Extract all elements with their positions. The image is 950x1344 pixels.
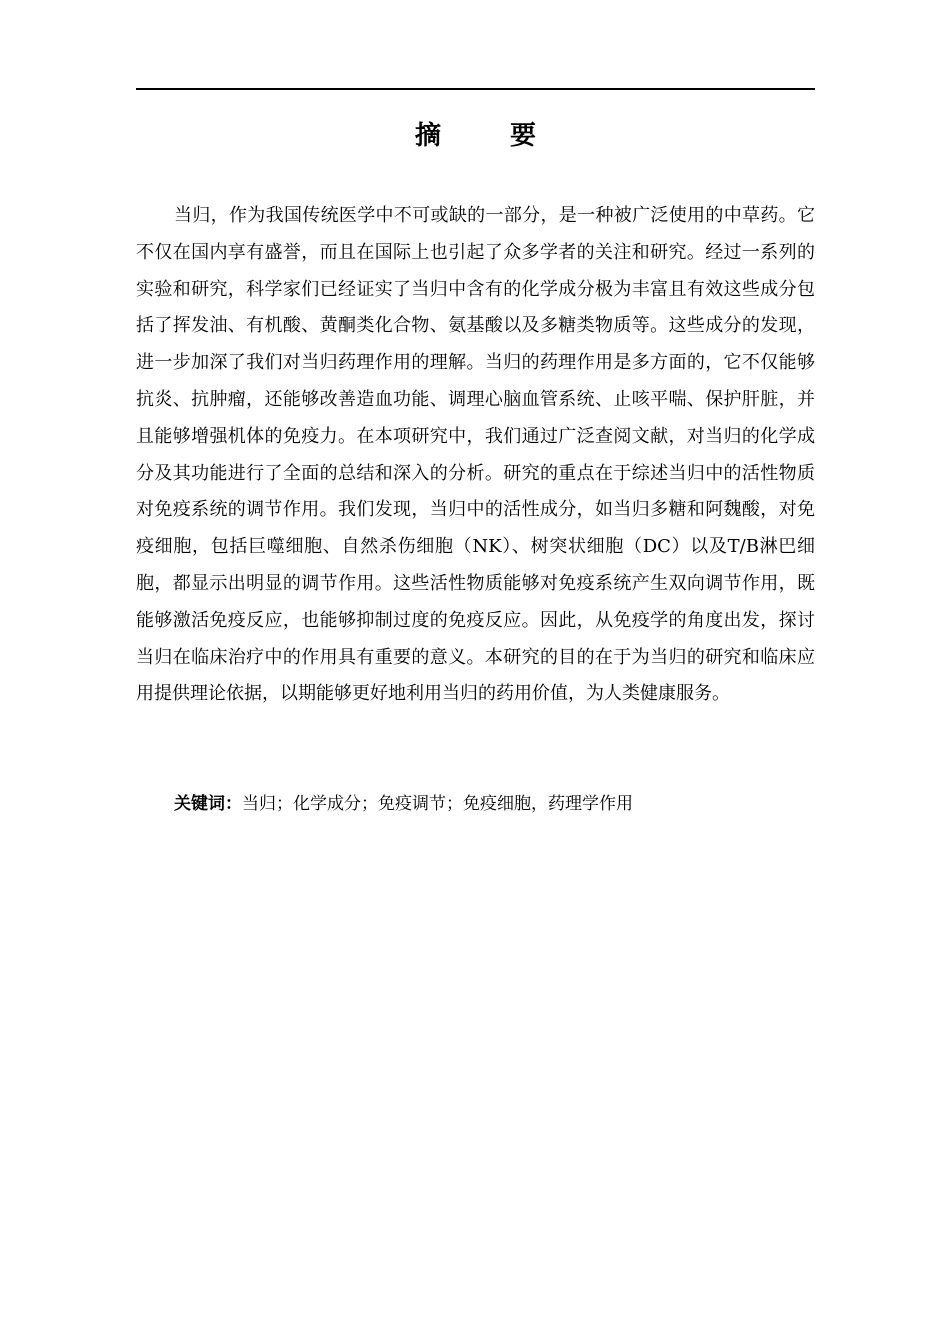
page-title: 摘 要 bbox=[414, 121, 567, 151]
keywords-line bbox=[136, 788, 815, 820]
abstract-paragraph: 当归，作为我国传统医学中不可或缺的一部分，是一种被广泛使用的中草药。它不仅在国内享有盛誉，而且在国际上也引起了众多学者的关注和研究。经过一系列的实验和研究，科学家们已经证实了当归中含有的化学成分极为丰富且有效这些成分包括了挥发油、有机酸、黄酮类化合物、氨基酸以及多糖类物质等。这些成分的发现，进一步加深了我们对当归药理作用的理解。当归的药理作用是多方面的，它不仅能够抗炎、抗肿瘤，还能够改善造血功能、调理心脑血管系统、止咳平喘、保护肝脏，并且能够增强机体的免疫力。在本项研究中，我们通过广泛查阅文献，对当归的化学成分及其功能进行了全面的总结和深入的分析。研究的重点在于综述当归中的活性物质对免疫系统的调节作用。我们发现，当归中的活性成分，如当归多糖和阿魏酸，对免疫细胞，包括巨噬细胞、自然杀伤细胞（NK）、树突状细胞（DC）以及T/B淋巴细胞，都显示出明显的调节作用。这些活性物质能够对免疫系统产生双向调节作用，既能够激活免疫反应，也能够抑制过度的免疫反应。因此，从免疫学的角度出发，探讨当归在临床治疗中的作用具有重要的意义。本研究的目的在于为当归的研究和临床应用提供理论依据，以期能够更好地利用当归的药用价值，为人类健康服务。 bbox=[136, 205, 815, 705]
keywords-label: 关键词： bbox=[174, 794, 242, 814]
header-rule bbox=[136, 88, 815, 90]
keywords-text: 当归；化学成分；免疫调节；免疫细胞，药理学作用 bbox=[242, 794, 633, 814]
